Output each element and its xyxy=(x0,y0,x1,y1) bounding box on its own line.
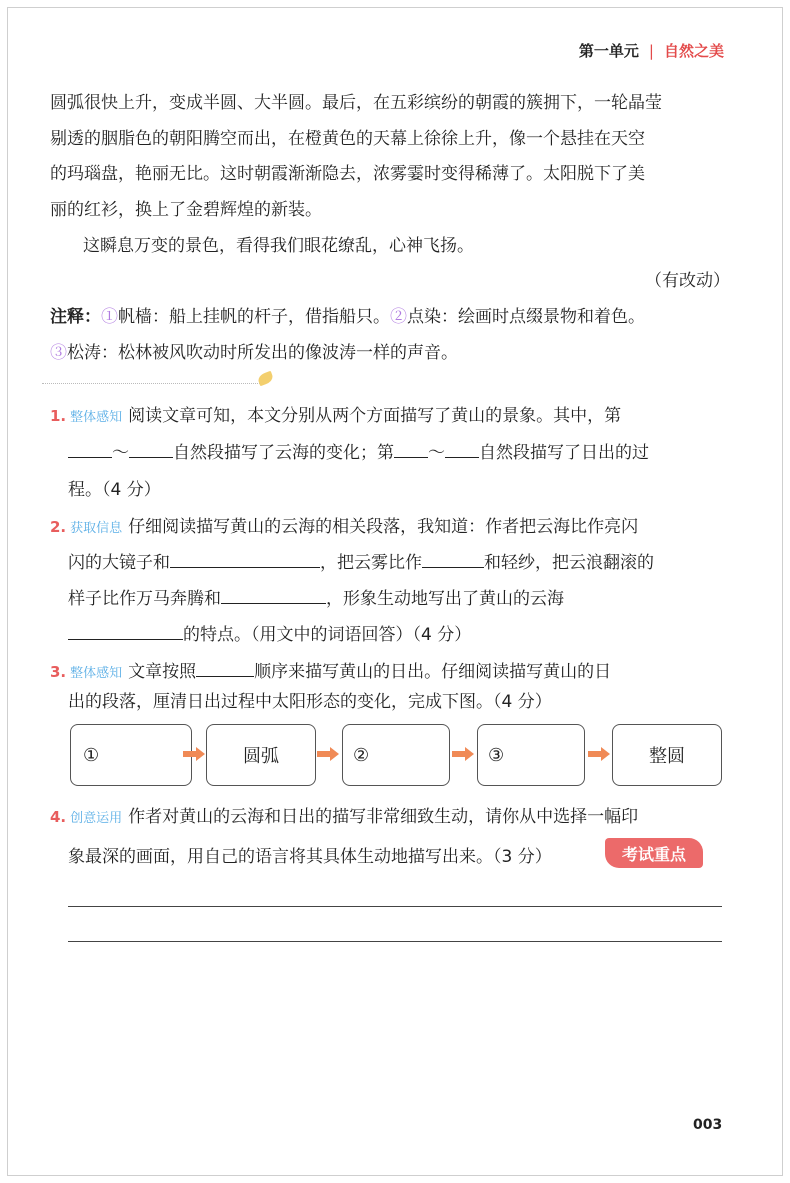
question-2-line-2 xyxy=(68,548,654,573)
answer-line[interactable] xyxy=(68,941,722,942)
tilde: ～ xyxy=(428,443,445,463)
arrow-right-icon xyxy=(317,747,339,761)
passage-line-2: 剔透的胭脂色的朝阳腾空而出，在橙黄色的天幕上徐徐上升，像一个悬挂在天空 xyxy=(50,129,645,149)
note-3-mark: ③ xyxy=(50,343,67,363)
question-4 xyxy=(50,802,638,827)
question-1-line-2 xyxy=(68,438,649,463)
flow-box-3-label: ② xyxy=(353,744,370,766)
header-separator: | xyxy=(648,42,654,60)
answer-blank[interactable] xyxy=(422,551,484,568)
flow-box-4-label: ③ xyxy=(488,744,505,766)
answer-blank[interactable] xyxy=(445,441,479,458)
question-2-number: 2. xyxy=(50,518,67,536)
flow-box-3[interactable] xyxy=(342,724,450,786)
notes-line-2 xyxy=(50,338,458,363)
question-3-text-b: 顺序来描写黄山的日出。仔细阅读描写黄山的日 xyxy=(254,662,612,682)
question-1-text-b: 自然段描写了云海的变化；第 xyxy=(173,443,394,463)
question-2-tag: 获取信息 xyxy=(70,521,123,536)
passage-line-4: 丽的红衫，换上了金碧辉煌的新装。 xyxy=(50,200,322,220)
flow-box-4[interactable] xyxy=(477,724,585,786)
exam-key-badge: 考试重点 xyxy=(605,838,703,868)
question-2-text-d: 样子比作万马奔腾和 xyxy=(68,589,221,609)
question-1-line-1: 阅读文章可知，本文分别从两个方面描写了黄山的景象。其中，第 xyxy=(128,406,622,426)
question-4-tag: 创意运用 xyxy=(70,811,123,826)
answer-line[interactable] xyxy=(68,906,722,907)
question-2-text-a: 闪的大镜子和 xyxy=(68,553,170,573)
tilde: ～ xyxy=(112,443,129,463)
note-3-text: 松涛：松林被风吹动时所发出的像波涛一样的声音。 xyxy=(67,343,458,363)
arrow-right-icon xyxy=(183,747,205,761)
question-3 xyxy=(50,657,611,682)
question-4-number: 4. xyxy=(50,808,67,826)
question-4-line-1: 作者对黄山的云海和日出的描写非常细致生动，请你从中选择一幅印 xyxy=(128,807,639,827)
flow-box-5-label: 整圆 xyxy=(649,746,685,767)
question-4-line-2: 象最深的画面，用自己的语言将其具体生动地描写出来。（3 分） xyxy=(68,847,552,867)
source-note: （有改动） xyxy=(645,271,730,291)
flow-box-1[interactable] xyxy=(70,724,192,786)
note-2-mark: ② xyxy=(390,307,407,327)
flow-box-2-label: 圆弧 xyxy=(243,746,279,767)
question-2-text-e: ，形象生动地写出了黄山的云海 xyxy=(326,589,564,609)
note-1-mark: ① xyxy=(101,307,118,327)
note-1-text: 帆樯：船上挂帆的杆子，借指船只。 xyxy=(118,307,390,327)
arrow-right-icon xyxy=(588,747,610,761)
section-divider xyxy=(42,383,264,384)
question-3-tag: 整体感知 xyxy=(70,666,123,681)
page-header xyxy=(579,40,724,61)
question-2-text-f: 的特点。（用文中的词语回答）（4 分） xyxy=(183,625,472,645)
flow-box-1-label: ① xyxy=(83,744,100,766)
question-1-number: 1. xyxy=(50,407,67,425)
answer-blank[interactable] xyxy=(221,587,326,604)
notes-line-1 xyxy=(50,302,645,327)
note-2-text: 点染：绘画时点缀景物和着色。 xyxy=(407,307,645,327)
question-3-line-2: 出的段落，厘清日出过程中太阳形态的变化，完成下图。（4 分） xyxy=(68,692,552,712)
arrow-right-icon xyxy=(452,747,474,761)
passage-line-3: 的玛瑙盘，艳丽无比。这时朝霞渐渐隐去，浓雾霎时变得稀薄了。太阳脱下了美 xyxy=(50,164,645,184)
flow-box-2 xyxy=(206,724,316,786)
flow-box-5 xyxy=(612,724,722,786)
answer-blank[interactable] xyxy=(68,441,112,458)
question-2-line-4 xyxy=(68,620,471,645)
question-1-line-3: 程。（4 分） xyxy=(68,480,161,500)
question-1-tag: 整体感知 xyxy=(70,410,123,425)
page-number: 003 xyxy=(693,1117,723,1133)
answer-blank[interactable] xyxy=(170,551,320,568)
answer-blank[interactable] xyxy=(68,623,183,640)
unit-label: 第一单元 xyxy=(578,42,639,60)
answer-blank[interactable] xyxy=(394,441,428,458)
question-1 xyxy=(50,401,621,426)
passage-line-1: 圆弧很快上升，变成半圆、大半圆。最后，在五彩缤纷的朝霞的簇拥下，一轮晶莹 xyxy=(50,93,662,113)
answer-blank[interactable] xyxy=(196,660,254,677)
question-2-text-c: 和轻纱，把云浪翻滚的 xyxy=(484,553,654,573)
question-2 xyxy=(50,512,638,537)
question-2-line-3 xyxy=(68,584,564,609)
answer-blank[interactable] xyxy=(129,441,173,458)
topic-label: 自然之美 xyxy=(663,42,724,60)
question-2-line-1: 仔细阅读描写黄山的云海的相关段落，我知道：作者把云海比作亮闪 xyxy=(128,517,639,537)
question-3-text-a: 文章按照 xyxy=(128,662,197,682)
question-2-text-b: ，把云雾比作 xyxy=(320,553,422,573)
question-3-number: 3. xyxy=(50,663,67,681)
notes-label: 注释： xyxy=(50,307,101,327)
question-1-text-d: 自然段描写了日出的过 xyxy=(479,443,649,463)
passage-para-2: 这瞬息万变的景色，看得我们眼花缭乱，心神飞扬。 xyxy=(83,236,474,256)
